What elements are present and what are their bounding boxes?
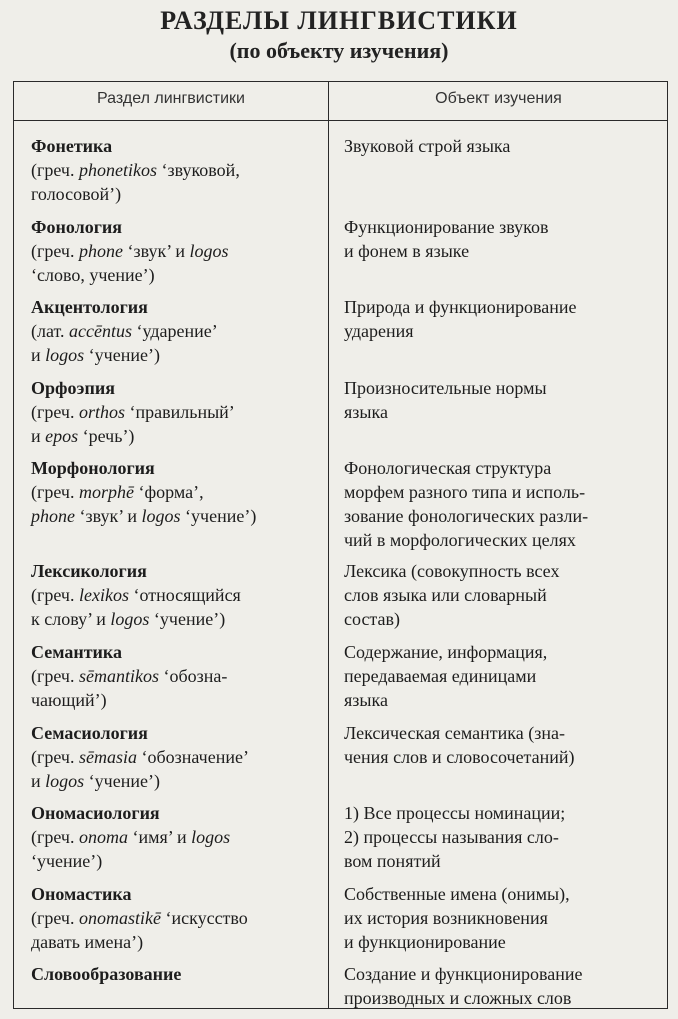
section-cell <box>14 882 328 962</box>
object-line: передаваемая единицами <box>344 666 537 686</box>
etymon-word: logos <box>141 506 181 526</box>
section-cell <box>14 559 328 640</box>
section-term: Фонология <box>31 217 122 237</box>
linguistics-table <box>13 81 668 1009</box>
object-cell <box>328 721 667 801</box>
table-row <box>14 376 667 456</box>
etymology-text: (греч. <box>31 747 79 767</box>
etymology-line <box>31 664 324 688</box>
etymon-word: onomastikē <box>78 908 161 928</box>
etymon-word: logos <box>45 345 85 365</box>
section-term: Фонетика <box>31 136 113 156</box>
etymology-text: (греч. <box>31 666 79 686</box>
etymology-text: ‘обозначение’ <box>136 747 249 767</box>
section-cell <box>14 134 328 215</box>
etymon-word: accēntus <box>69 321 132 341</box>
etymon-word: sēmasia <box>78 747 137 767</box>
object-cell <box>328 376 667 456</box>
table-row <box>14 801 667 882</box>
etymology-text: ‘учение’) <box>149 609 226 629</box>
etymology-line <box>31 263 324 287</box>
section-term: Словообразование <box>31 964 182 984</box>
object-line: Произносительные нормы <box>344 378 547 398</box>
etymology-text: (греч. <box>31 482 79 502</box>
etymology-text: ‘обозна- <box>158 666 228 686</box>
etymology-line <box>31 769 324 793</box>
object-line: чения слов и словосочетаний) <box>344 747 575 767</box>
etymon-word: morphē <box>78 482 134 502</box>
etymology-text: и <box>31 426 46 446</box>
etymology-line <box>31 343 324 367</box>
etymology-line <box>31 745 324 769</box>
object-line: Фонологическая структура <box>344 458 552 478</box>
page-subtitle: (по объекту изучения) <box>229 38 449 63</box>
section-term: Ономасиология <box>31 803 160 823</box>
section-cell <box>14 456 328 559</box>
object-line: Лексическая семантика (зна- <box>344 723 565 743</box>
object-cell <box>328 134 667 215</box>
etymology-line <box>31 607 324 631</box>
object-line: и функционирование <box>344 932 506 952</box>
object-line: и фонем в языке <box>344 241 470 261</box>
etymology-text: ‘звуковой, <box>156 160 240 180</box>
object-cell <box>328 215 667 295</box>
etymon-word: logos <box>110 609 150 629</box>
object-line: Функционирование звуков <box>344 217 549 237</box>
etymon-word: logos <box>191 827 231 847</box>
etymology-line <box>31 825 324 849</box>
etymology-text: ‘речь’) <box>78 426 135 446</box>
etymology-text: ‘учение’) <box>84 345 160 365</box>
etymology-text: (лат. <box>31 321 70 341</box>
etymology-text: (греч. <box>31 827 79 847</box>
section-cell <box>14 801 328 882</box>
object-cell <box>328 801 667 882</box>
object-line: Звуковой строй языка <box>344 136 511 156</box>
etymology-text: чающий’) <box>31 690 107 710</box>
etymology-line <box>31 504 324 528</box>
object-line: состав) <box>344 609 400 629</box>
table-row <box>14 640 667 721</box>
section-cell <box>14 215 328 295</box>
object-cell <box>328 456 667 559</box>
table-row <box>14 721 667 801</box>
etymology-text: ‘учение’) <box>180 506 257 526</box>
object-line: чий в морфологических целях <box>344 530 576 550</box>
etymology-text: (греч. <box>31 402 79 422</box>
etymon-word: phonetikos <box>78 160 157 180</box>
object-line: ударения <box>344 321 414 341</box>
object-line: Природа и функционирование <box>344 297 577 317</box>
table-row <box>14 295 667 376</box>
etymology-line <box>31 239 324 263</box>
section-cell <box>14 295 328 376</box>
object-cell <box>328 295 667 376</box>
object-line: производных и сложных слов <box>344 988 572 1008</box>
etymology-text: ‘ударение’ <box>132 321 218 341</box>
section-cell <box>14 962 328 1012</box>
etymology-text: ‘слово, учение’) <box>31 265 155 285</box>
etymology-line <box>31 319 324 343</box>
etymology-line <box>31 400 324 424</box>
section-term: Морфонология <box>31 458 155 478</box>
etymology-line <box>31 930 324 954</box>
object-cell <box>328 962 667 1012</box>
etymology-text: (греч. <box>31 241 79 261</box>
etymology-line <box>31 688 324 712</box>
etymology-text: давать имена’) <box>31 932 144 952</box>
etymology-text: к слову’ и <box>31 609 111 629</box>
etymology-text: ‘имя’ и <box>127 827 192 847</box>
header-divider <box>14 120 667 121</box>
etymology-text: (греч. <box>31 908 79 928</box>
object-line: 1) Все процессы номинации; <box>344 803 566 823</box>
etymon-word: orthos <box>78 402 125 422</box>
object-line: зование фонологических разли- <box>344 506 589 526</box>
etymon-word: lexikos <box>78 585 129 605</box>
object-line: вом понятий <box>344 851 441 871</box>
section-cell <box>14 721 328 801</box>
object-cell <box>328 882 667 962</box>
table-row <box>14 456 667 559</box>
section-term: Акцентология <box>31 297 148 317</box>
section-term: Семасиология <box>31 723 148 743</box>
object-line: Содержание, информация, <box>344 642 548 662</box>
etymology-line <box>31 583 324 607</box>
object-line: языка <box>344 690 388 710</box>
etymology-text: ‘учение’) <box>31 851 103 871</box>
etymon-word: logos <box>45 771 85 791</box>
table-row <box>14 559 667 640</box>
object-line: их история возникновения <box>344 908 548 928</box>
table-body <box>14 134 667 1012</box>
etymology-line <box>31 424 324 448</box>
object-line: 2) процессы называния сло- <box>344 827 559 847</box>
table-row <box>14 215 667 295</box>
object-line: Лексика (совокупность всех <box>344 561 560 581</box>
etymology-text: ‘правильный’ <box>125 402 235 422</box>
etymology-line <box>31 182 324 206</box>
object-line: языка <box>344 402 388 422</box>
etymology-text: ‘относящийся <box>128 585 241 605</box>
table-row <box>14 962 667 1012</box>
table-row <box>14 882 667 962</box>
object-cell <box>328 559 667 640</box>
etymology-text: и <box>31 345 46 365</box>
section-cell <box>14 376 328 456</box>
object-line: Собственные имена (онимы), <box>344 884 570 904</box>
etymology-text: ‘искусство <box>160 908 248 928</box>
etymology-text: (греч. <box>31 160 79 180</box>
etymology-text: ‘звук’ и <box>122 241 190 261</box>
table-row <box>14 134 667 215</box>
object-line: морфем разного типа и исполь- <box>344 482 586 502</box>
etymology-text: ‘учение’) <box>84 771 160 791</box>
object-cell <box>328 640 667 721</box>
etymology-text: голосовой’) <box>31 184 122 204</box>
etymon-word: phone <box>31 506 75 526</box>
section-term: Орфоэпия <box>31 378 115 398</box>
section-term: Ономастика <box>31 884 132 904</box>
column-header-object: Объект изучения <box>435 90 562 107</box>
etymology-text: (греч. <box>31 585 79 605</box>
etymology-line <box>31 906 324 930</box>
etymon-word: onoma <box>78 827 128 847</box>
object-line: Создание и функционирование <box>344 964 583 984</box>
etymology-line <box>31 158 324 182</box>
section-cell <box>14 640 328 721</box>
etymon-word: sēmantikos <box>78 666 159 686</box>
object-line: слов языка или словарный <box>344 585 547 605</box>
page-title: РАЗДЕЛЫ ЛИНГВИСТИКИ <box>160 6 518 35</box>
etymology-line <box>31 480 324 504</box>
etymology-line <box>31 849 324 873</box>
section-term: Семантика <box>31 642 123 662</box>
column-header-section: Раздел лингвистики <box>97 90 245 107</box>
etymology-text: ‘форма’, <box>133 482 204 502</box>
etymon-word: epos <box>45 426 79 446</box>
etymon-word: logos <box>189 241 229 261</box>
etymon-word: phone <box>78 241 123 261</box>
etymology-text: ‘звук’ и <box>75 506 142 526</box>
section-term: Лексикология <box>31 561 147 581</box>
etymology-text: и <box>31 771 46 791</box>
